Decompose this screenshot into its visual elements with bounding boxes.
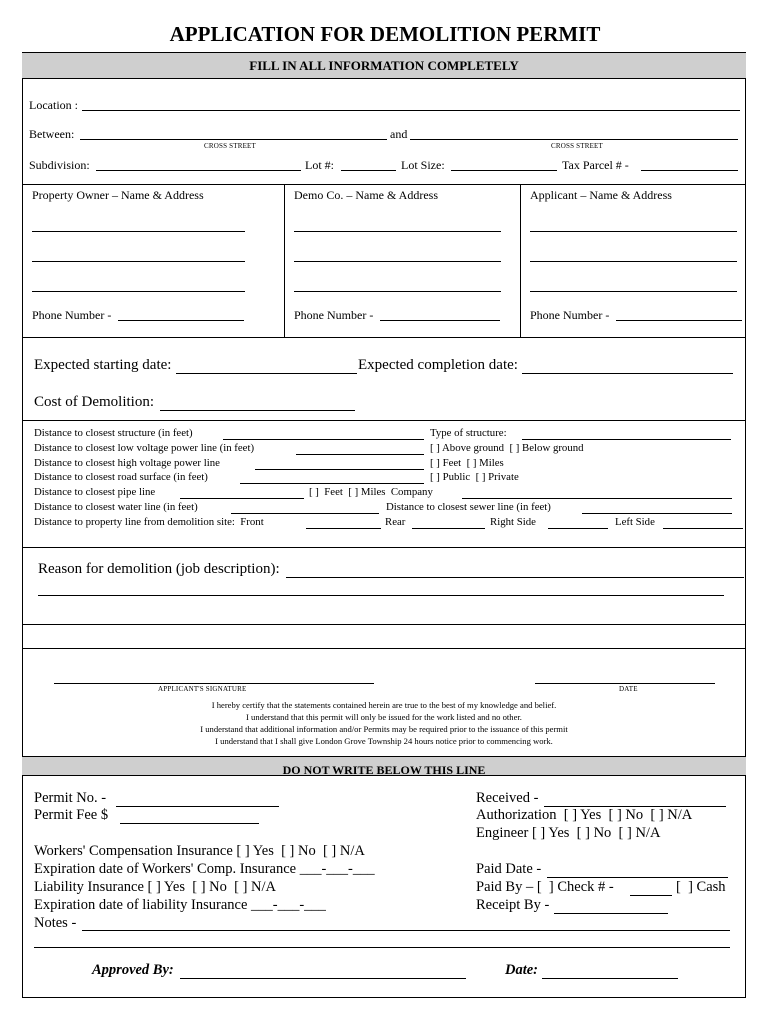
owner-phone-label: Phone Number -	[32, 308, 112, 322]
liability-expiration[interactable]: Expiration date of liability Insurance ___-___-___	[34, 897, 326, 913]
feet-miles-options[interactable]: [ ] Feet [ ] Miles	[430, 457, 504, 469]
permit-fee-field[interactable]	[120, 823, 259, 824]
reason-label: Reason for demolition (job description):	[38, 561, 280, 577]
lot-label: Lot #:	[305, 158, 334, 172]
applicant-signature-caption: APPLICANT'S SIGNATURE	[158, 685, 247, 693]
cross-street-caption-2: CROSS STREET	[551, 142, 603, 150]
high-voltage-label: Distance to closest high voltage power line	[34, 457, 220, 469]
applicant-heading: Applicant – Name & Address	[530, 188, 672, 202]
pipe-line-field[interactable]	[180, 498, 304, 499]
lot-size-label: Lot Size:	[401, 158, 445, 172]
permit-no-label: Permit No. -	[34, 790, 107, 806]
form-title: APPLICATION FOR DEMOLITION PERMIT	[169, 22, 601, 46]
applicant-signature-field[interactable]	[54, 683, 374, 684]
completion-date-label: Expected completion date:	[358, 357, 518, 373]
notes-field-1[interactable]	[82, 930, 730, 931]
right-side-field[interactable]	[548, 528, 608, 529]
engineer-options[interactable]: Engineer [ ] Yes [ ] No [ ] N/A	[476, 825, 661, 841]
demo-heading: Demo Co. – Name & Address	[294, 188, 438, 202]
paid-by-check[interactable]: Paid By – [ ] Check # -	[476, 879, 614, 895]
high-voltage-field[interactable]	[255, 469, 424, 470]
left-side-field[interactable]	[663, 528, 743, 529]
paid-date-label: Paid Date -	[476, 861, 542, 877]
cross-street-1-field[interactable]	[80, 139, 387, 140]
notes-field-2[interactable]	[34, 947, 730, 948]
certification-line-2: I understand that this permit will only be issued for the work listed and no other.	[246, 712, 522, 722]
paid-by-cash[interactable]: [ ] Cash	[676, 879, 726, 895]
completion-date-field[interactable]	[522, 373, 733, 374]
and-label: and	[390, 127, 408, 141]
office-use-text: DO NOT WRITE BELOW THIS LINE	[282, 763, 486, 776]
subdivision-label: Subdivision:	[29, 158, 90, 172]
divider	[22, 420, 746, 421]
divider	[520, 184, 521, 337]
company-field[interactable]	[462, 498, 732, 499]
pipe-options-company[interactable]: [ ] Feet [ ] Miles Company	[309, 486, 433, 498]
cost-label: Cost of Demolition:	[34, 394, 154, 410]
cost-field[interactable]	[160, 410, 355, 411]
closest-structure-field[interactable]	[223, 439, 424, 440]
cross-street-caption-1: CROSS STREET	[204, 142, 256, 150]
divider	[22, 184, 746, 185]
certification-line-3: I understand that additional information and/or Permits may be required prior to the issuance of this permit	[200, 724, 568, 734]
between-label: Between:	[29, 127, 75, 141]
structure-type-label: Type of structure:	[430, 427, 507, 439]
office-use-band	[22, 756, 746, 776]
applicant-line-3[interactable]	[530, 291, 737, 292]
structure-type-field[interactable]	[522, 439, 731, 440]
lot-size-field[interactable]	[451, 170, 557, 171]
water-line-field[interactable]	[231, 513, 379, 514]
property-line-label: Distance to property line from demolition site: Front	[34, 516, 264, 528]
cross-street-2-field[interactable]	[410, 139, 738, 140]
receipt-by-field[interactable]	[554, 913, 668, 914]
permit-fee-label: Permit Fee $	[34, 807, 109, 823]
owner-phone-field[interactable]	[118, 320, 244, 321]
lot-field[interactable]	[341, 170, 396, 171]
paid-date-field[interactable]	[547, 877, 728, 878]
received-label: Received -	[476, 790, 539, 806]
certification-line-1: I hereby certify that the statements contained herein are true to the best of my knowledge and belief.	[211, 700, 557, 710]
approved-date-field[interactable]	[542, 978, 678, 979]
approved-by-field[interactable]	[180, 978, 466, 979]
front-field[interactable]	[306, 528, 381, 529]
demo-line-3[interactable]	[294, 291, 501, 292]
water-line-label: Distance to closest water line (in feet)	[34, 501, 198, 513]
owner-line-3[interactable]	[32, 291, 245, 292]
reason-field-2[interactable]	[38, 595, 724, 596]
permit-no-field[interactable]	[116, 806, 279, 807]
left-side-label: Left Side	[615, 516, 655, 528]
liability-options[interactable]: Liability Insurance [ ] Yes [ ] No [ ] N/A	[34, 879, 277, 895]
signature-date-field[interactable]	[535, 683, 715, 684]
road-surface-field[interactable]	[240, 483, 424, 484]
pipe-line-label: Distance to closest pipe line	[34, 486, 156, 498]
demo-line-1[interactable]	[294, 231, 501, 232]
road-surface-label: Distance to closest road surface (in feet)	[34, 471, 208, 483]
demo-line-2[interactable]	[294, 261, 501, 262]
approved-date-label: Date:	[505, 962, 539, 978]
owner-heading: Property Owner – Name & Address	[32, 188, 204, 202]
subdivision-field[interactable]	[96, 170, 301, 171]
owner-line-2[interactable]	[32, 261, 245, 262]
right-side-label: Right Side	[490, 516, 536, 528]
workers-comp-options[interactable]: Workers' Compensation Insurance [ ] Yes [ ] No [ ] N/A	[34, 843, 365, 859]
divider	[22, 337, 746, 338]
start-date-label: Expected starting date:	[34, 357, 172, 373]
approved-by-label: Approved By:	[92, 962, 174, 978]
check-number-field[interactable]	[630, 895, 672, 896]
low-voltage-label: Distance to closest low voltage power line (in feet)	[34, 442, 255, 454]
workers-comp-expiration[interactable]: Expiration date of Workers' Comp. Insurance ___-___-___	[34, 861, 375, 877]
low-voltage-field[interactable]	[296, 454, 424, 455]
public-private-options[interactable]: [ ] Public [ ] Private	[430, 471, 519, 483]
authorization-options[interactable]: Authorization [ ] Yes [ ] No [ ] N/A	[476, 807, 693, 823]
applicant-line-1[interactable]	[530, 231, 737, 232]
tax-parcel-field[interactable]	[641, 170, 738, 171]
sewer-line-field[interactable]	[582, 513, 732, 514]
applicant-line-2[interactable]	[530, 261, 737, 262]
notes-label: Notes -	[34, 915, 77, 931]
rear-field[interactable]	[412, 528, 485, 529]
reason-field-1[interactable]	[286, 577, 744, 578]
divider	[22, 648, 746, 649]
certification-line-4: I understand that I shall give London Grove Township 24 hours notice prior to commencing work.	[215, 736, 553, 746]
demo-phone-label: Phone Number -	[294, 308, 374, 322]
instruction-text: FILL IN ALL INFORMATION COMPLETELY	[249, 58, 519, 73]
receipt-by-label: Receipt By -	[476, 897, 550, 913]
location-label: Location :	[29, 98, 78, 112]
start-date-field[interactable]	[176, 373, 357, 374]
tax-parcel-label: Tax Parcel # -	[562, 158, 629, 172]
above-below-options[interactable]: [ ] Above ground [ ] Below ground	[430, 442, 584, 454]
owner-line-1[interactable]	[32, 231, 245, 232]
applicant-phone-field[interactable]	[616, 320, 742, 321]
divider	[22, 547, 746, 548]
applicant-phone-label: Phone Number -	[530, 308, 610, 322]
demo-phone-field[interactable]	[380, 320, 500, 321]
signature-date-caption: DATE	[619, 685, 638, 693]
instruction-band	[22, 52, 746, 79]
sewer-line-label: Distance to closest sewer line (in feet)	[386, 501, 551, 513]
rear-label: Rear	[385, 516, 406, 528]
divider	[284, 184, 285, 337]
location-field[interactable]	[82, 110, 740, 111]
divider	[22, 624, 746, 625]
closest-structure-label: Distance to closest structure (in feet)	[34, 427, 193, 439]
